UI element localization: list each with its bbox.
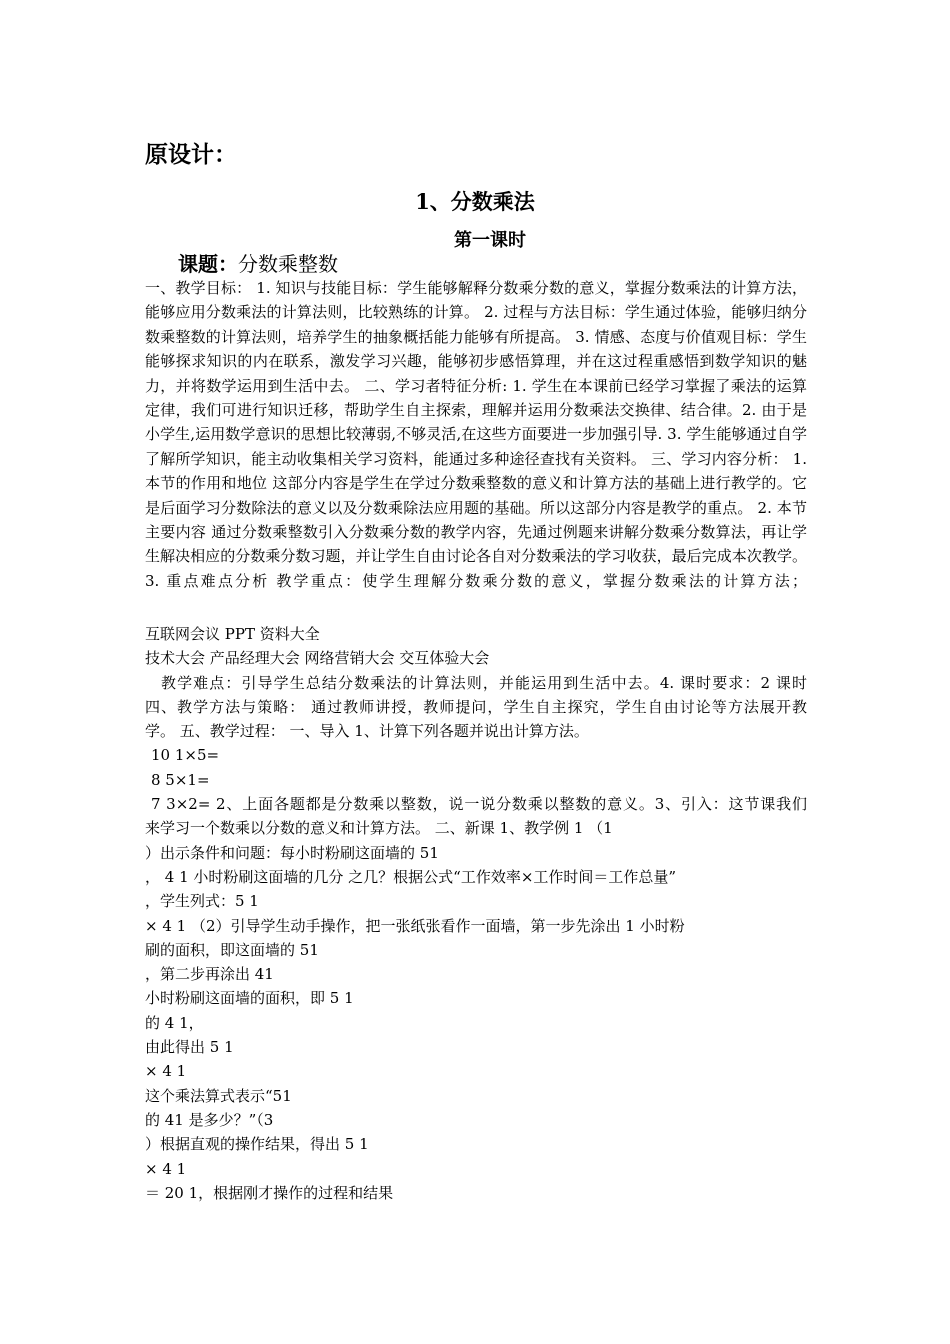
- content-lines: [145, 622, 807, 1205]
- text-line: 8 5×1=: [151, 770, 210, 789]
- text-line: 的 41 是多少？”（3: [145, 1110, 274, 1129]
- topic-line: [178, 248, 338, 277]
- text-line: × 4 1: [145, 1062, 187, 1081]
- text-line: ）出示条件和问题：每小时粉刷这面墙的 51: [145, 843, 439, 862]
- lesson-subtitle: 第一课时: [454, 230, 526, 251]
- text-line: 的 4 1，: [145, 1013, 204, 1032]
- section-heading: 原设计：: [145, 141, 237, 168]
- text-line: ， 4 1 小时粉刷这面墙的几分 之几？根据公式“工作效率×工作时间＝工作总量”: [145, 867, 677, 886]
- text-line: 刷的面积，即这面墙的 51: [145, 940, 319, 959]
- text-line: ）根据直观的操作结果，得出 5 1: [145, 1135, 369, 1154]
- text-line: 小时粉刷这面墙的面积，即 5 1: [145, 989, 354, 1008]
- topic-value: 分数乘整数: [238, 252, 338, 276]
- text-line: × 4 1 （2）引导学生动手操作，把一张纸张看作一面墙，第一步先涂出 1 小时粉: [145, 916, 685, 935]
- text-line: 7 3×2= 2、上面各题都是分数乘以整数，说一说分数乘以整数的意义。3、引入：这节课我们: [151, 795, 807, 814]
- text-line: 这个乘法算式表示“51: [145, 1086, 292, 1105]
- text-line: 学。 五、教学过程： 一、导入 1、计算下列各题并说出计算方法。: [145, 722, 589, 741]
- lesson-title: 1、分数乘法: [415, 189, 535, 214]
- text-line: ，第二步再涂出 41: [145, 965, 274, 984]
- text-line: 四、教学方法与策略： 通过教师讲授，教师提问，学生自主探究，学生自由讨论等方法展开教: [145, 697, 807, 716]
- text-line: 互联网会议 PPT 资料大全: [145, 625, 320, 643]
- text-line: ，学生列式：5 1: [145, 892, 259, 911]
- text-line: 教学难点：引导学生总结分数乘法的计算法则，并能运用到生活中去。4. 课时要求：2 课时: [161, 673, 807, 692]
- text-line: 来学习一个数乘以分数的意义和计算方法。 二、新课 1、教学例 1 （1: [145, 819, 613, 838]
- topic-label: 课题：: [178, 252, 238, 276]
- text-line: ＝ 20 1，根据刚才操作的过程和结果: [145, 1183, 394, 1202]
- text-line: 由此得出 5 1: [145, 1038, 234, 1057]
- text-line: × 4 1: [145, 1159, 187, 1178]
- text-line: 10 1×5=: [151, 746, 220, 765]
- main-paragraph: 一、教学目标： 1. 知识与技能目标：学生能够解释分数乘分数的意义，掌握分数乘法的计算方法，能够应用分数乘法的计算法则，比较熟练的计算。 2. 过程与方法目标：学生通过体验，能够归纳分数乘整数的计算法则，培养学生的抽象概括能力能够有所提高。 3. 情感、态度与价值观目标：学生能够探求知识的内在联系，激发学习兴趣，能够初步感悟算理，并在这过程重感悟到数学知识的魅力，并将数学运用到生活中去。 二、学习者特征分析: 1. 学生在本课前已经学习掌握了乘法的运算定律，我们可进行知识迁移，帮助学生自主探索，理解并运用分数乘法交换律、结合律。2. 由于是小学生,运用数学意识的思想比较薄弱,不够灵活,在这些方面要进一步加强引导. 3. 学生能够通过自学了解所学知识，能主动收集相关学习资料，能通过多种途径查找有关资料。 三、学习内容分析： 1. 本节的作用和地位 这部分内容是学生在学过分数乘整数的意义和计算方法的基础上进行教学的。它是后面学习分数除法的意义以及分数乘除法应用题的基础。所以这部分内容是教学的重点。 2. 本节主要内容 通过分数乘整数引入分数乘分数的教学内容，先通过例题来讲解分数乘分数算法，再让学生解决相应的分数乘分数习题，并让学生自由讨论各自对分数乘法的学习收获，最后完成本次教学。3. 重点难点分析 教学重点：使学生理解分数乘分数的意义，掌握分数乘法的计算方法；: [145, 279, 807, 590]
- text-line: 技术大会 产品经理大会 网络营销大会 交互体验大会: [145, 649, 490, 668]
